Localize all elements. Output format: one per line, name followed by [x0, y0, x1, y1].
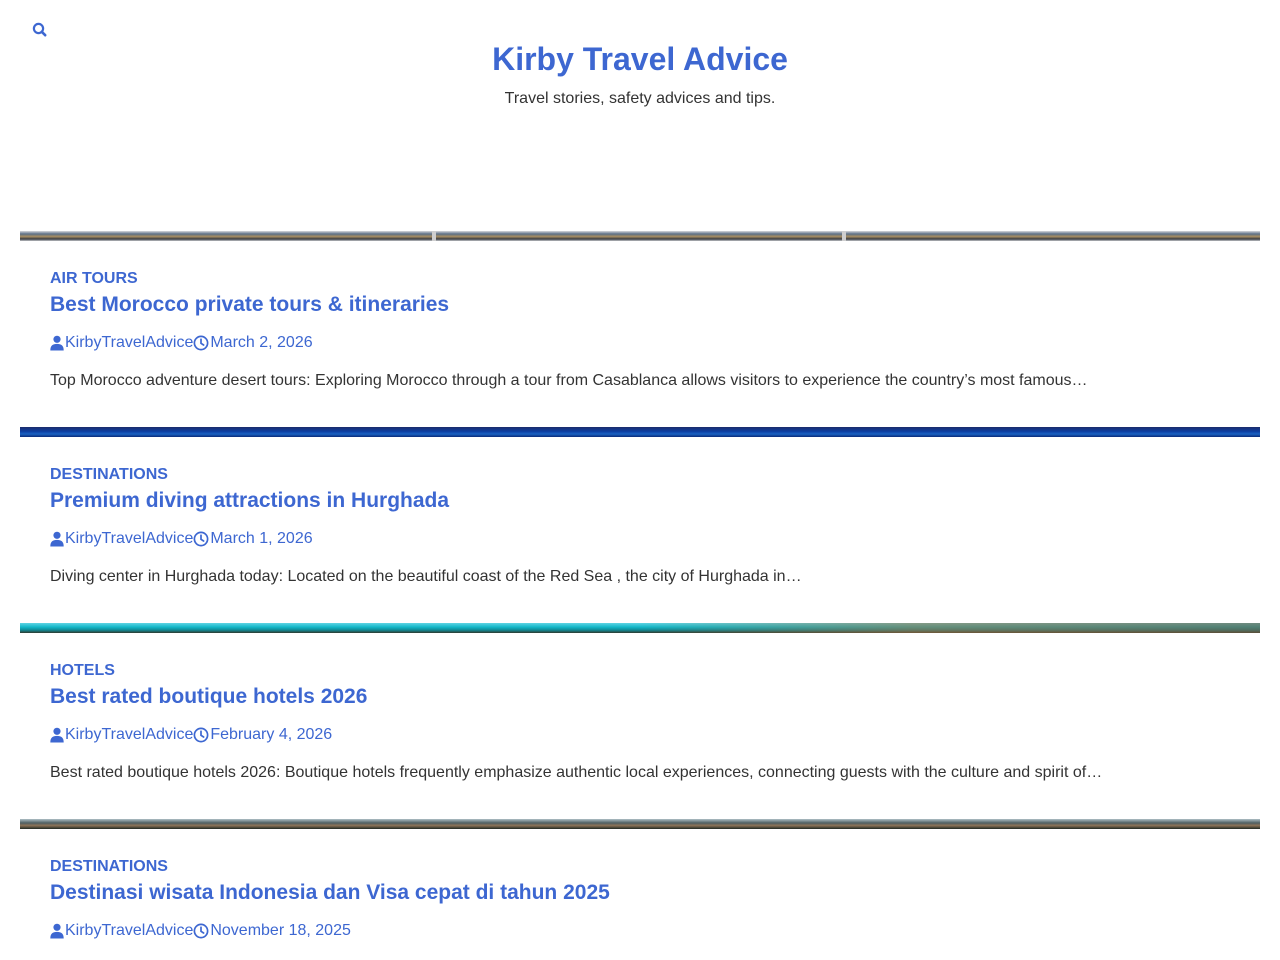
- post-author[interactable]: [50, 922, 193, 940]
- post-date-text: March 1, 2026: [210, 530, 313, 547]
- user-icon: [50, 531, 64, 547]
- post-title[interactable]: Destinasi wisata Indonesia dan Visa cepat di tahun 2025: [50, 881, 610, 904]
- search-button[interactable]: [30, 20, 50, 40]
- post-title[interactable]: Best Morocco private tours & itineraries: [50, 293, 450, 316]
- post-date[interactable]: [193, 530, 312, 548]
- site-header: [0, 40, 1280, 110]
- post-author[interactable]: [50, 530, 193, 548]
- post-body: [20, 270, 1260, 390]
- post-excerpt: Best rated boutique hotels 2026: Boutique hotels frequently emphasize authentic local experiences, connecting guests with the culture and spirit of…: [50, 764, 1103, 781]
- post-title[interactable]: Premium diving attractions in Hurghada: [50, 489, 450, 512]
- user-icon: [50, 923, 64, 939]
- post-item: [20, 623, 1260, 819]
- post-author-name: KirbyTravelAdvice: [65, 922, 194, 939]
- post-body: [20, 662, 1260, 782]
- post-title[interactable]: Best rated boutique hotels 2026: [50, 685, 368, 708]
- post-author-name: KirbyTravelAdvice: [65, 530, 194, 547]
- post-category[interactable]: DESTINATIONS: [50, 858, 168, 875]
- post-thumbnail[interactable]: [20, 231, 1260, 241]
- post-date-text: November 18, 2025: [210, 922, 351, 939]
- site-tagline: Travel stories, safety advices and tips.: [504, 90, 776, 107]
- post-thumbnail[interactable]: [20, 819, 1260, 829]
- post-category[interactable]: HOTELS: [50, 662, 115, 679]
- post-date[interactable]: [193, 922, 351, 940]
- clock-icon: [193, 923, 209, 939]
- post-item: [20, 231, 1260, 427]
- post-meta: [50, 530, 1230, 548]
- post-body: [20, 858, 1260, 940]
- post-date[interactable]: [193, 334, 312, 352]
- post-list: [20, 231, 1260, 960]
- post-date[interactable]: [193, 726, 332, 744]
- site-title[interactable]: Kirby Travel Advice: [492, 41, 788, 77]
- post-meta: [50, 334, 1230, 352]
- post-date-text: March 2, 2026: [210, 334, 313, 351]
- post-author[interactable]: [50, 334, 193, 352]
- clock-icon: [193, 727, 209, 743]
- clock-icon: [193, 531, 209, 547]
- post-category[interactable]: AIR TOURS: [50, 270, 138, 287]
- post-author[interactable]: [50, 726, 193, 744]
- post-body: [20, 466, 1260, 586]
- post-author-name: KirbyTravelAdvice: [65, 726, 194, 743]
- clock-icon: [193, 335, 209, 351]
- search-icon: [30, 20, 50, 40]
- post-thumbnail[interactable]: [20, 427, 1260, 437]
- user-icon: [50, 727, 64, 743]
- post-item: [20, 427, 1260, 623]
- post-date-text: February 4, 2026: [210, 726, 333, 743]
- post-excerpt: Top Morocco adventure desert tours: Exploring Morocco through a tour from Casablanca allows visitors to experience the country’s most famous…: [50, 372, 1088, 389]
- post-meta: [50, 726, 1230, 744]
- post-author-name: KirbyTravelAdvice: [65, 334, 194, 351]
- post-category[interactable]: DESTINATIONS: [50, 466, 168, 483]
- post-excerpt: Diving center in Hurghada today: Located on the beautiful coast of the Red Sea , the city of Hurghada in…: [50, 568, 802, 585]
- post-thumbnail[interactable]: [20, 623, 1260, 633]
- user-icon: [50, 335, 64, 351]
- post-item: [20, 819, 1260, 960]
- post-meta: [50, 922, 1230, 940]
